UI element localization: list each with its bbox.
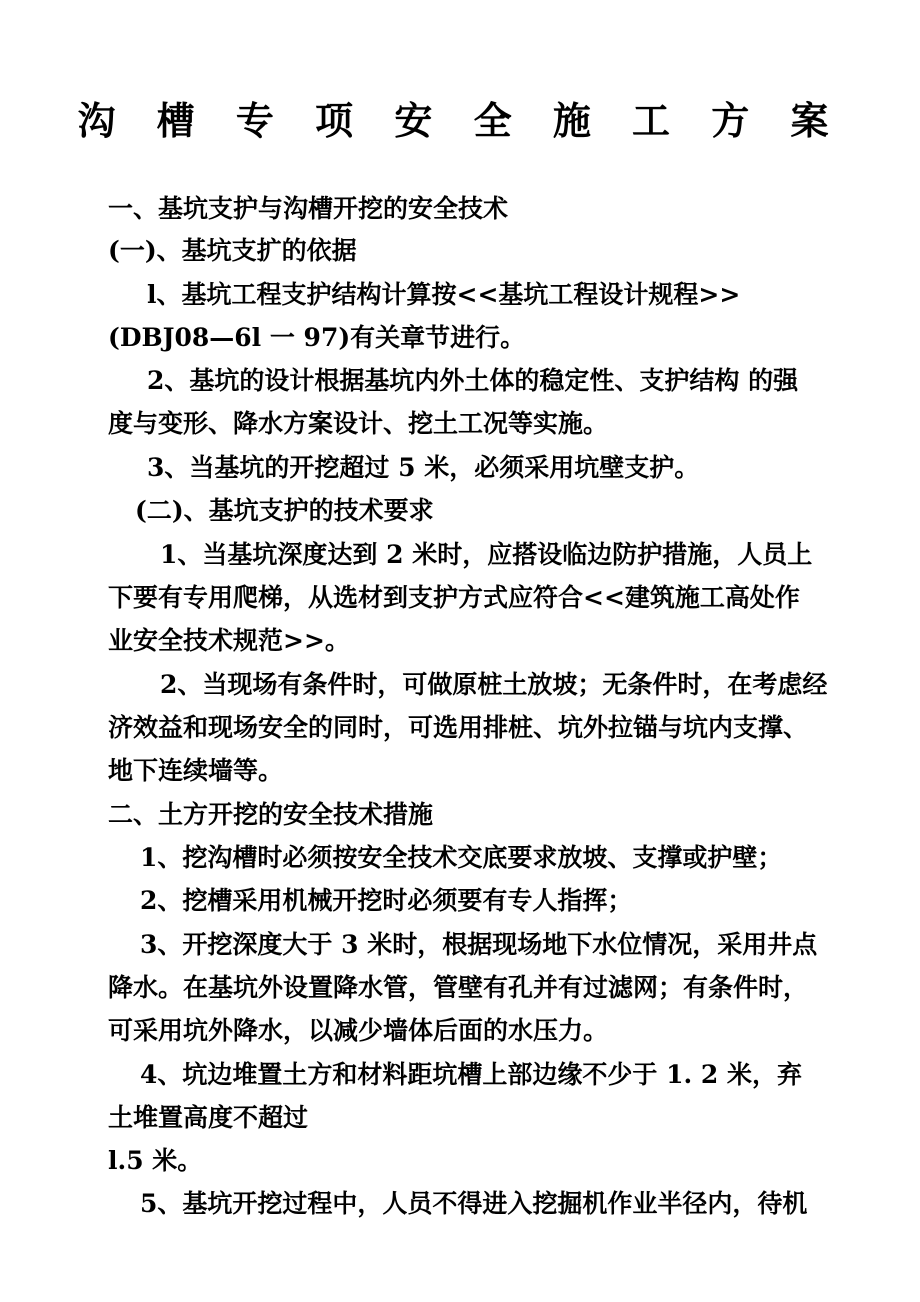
paragraph-line: 降水。在基坑外设置降水管，管壁有孔并有过滤网；有条件时， — [108, 973, 809, 1002]
paragraph-line: l、基坑工程支护结构计算按<<基坑工程设计规程>> — [147, 280, 741, 309]
paragraph-line: 土堆置高度不超过 — [108, 1103, 309, 1132]
paragraph-line: (DBJ08—6l 一 97)有关章节进行。 — [108, 323, 526, 352]
paragraph-line: 可采用坑外降水，以减少墙体后面的水压力。 — [108, 1016, 609, 1045]
paragraph-line: 2、挖槽采用机械开挖时必须要有专人指挥； — [140, 886, 633, 915]
paragraph-line: 3、开挖深度大于 3 米时，根据现场地下水位情况，采用井点 — [140, 930, 818, 959]
paragraph-line: l.5 米。 — [108, 1146, 203, 1175]
subsection-heading-1: (一)、基坑支扩的依据 — [108, 236, 357, 265]
paragraph-line: 4、坑边堆置土方和材料距坑槽上部边缘不少于 1. 2 米，弃 — [140, 1060, 803, 1089]
paragraph-line: 1、挖沟槽时必须按安全技术交底要求放坡、支撑或护壁； — [140, 843, 783, 872]
paragraph-line: 济效益和现场安全的同时，可选用排桩、坑外拉锚与坑内支撑、 — [108, 713, 809, 742]
paragraph-line: 1、当基坑深度达到 2 米时，应搭设临边防护措施，人员上 — [160, 540, 813, 569]
paragraph-line: 业安全技术规范>>。 — [108, 626, 350, 655]
paragraph-line: 下要有专用爬梯，从选材到支护方式应符合<<建筑施工高处作 — [108, 583, 800, 612]
paragraph-line: 3、当基坑的开挖超过 5 米，必须采用坑壁支护。 — [147, 453, 700, 482]
paragraph-line: 5、基坑开挖过程中，人员不得进入挖掘机作业半径内，待机 — [140, 1189, 808, 1218]
document-title: 沟 槽 专 项 安 全 施 工 方 案 — [77, 99, 843, 143]
section-heading-2: 二、土方开挖的安全技术措施 — [108, 800, 434, 829]
paragraph-line: 2、基坑的设计根据基坑内外土体的稳定性、支护结构 的强 — [147, 366, 799, 395]
section-heading-1: 一、基坑支护与沟槽开挖的安全技术 — [108, 194, 509, 223]
subsection-heading-2: (二)、基坑支护的技术要求 — [135, 496, 434, 525]
paragraph-line: 2、当现场有条件时，可做原桩土放坡；无条件时，在考虑经 — [160, 670, 828, 699]
paragraph-line: 度与变形、降水方案设计、挖土工况等实施。 — [108, 409, 609, 438]
paragraph-line: 地下连续墙等。 — [108, 756, 284, 785]
